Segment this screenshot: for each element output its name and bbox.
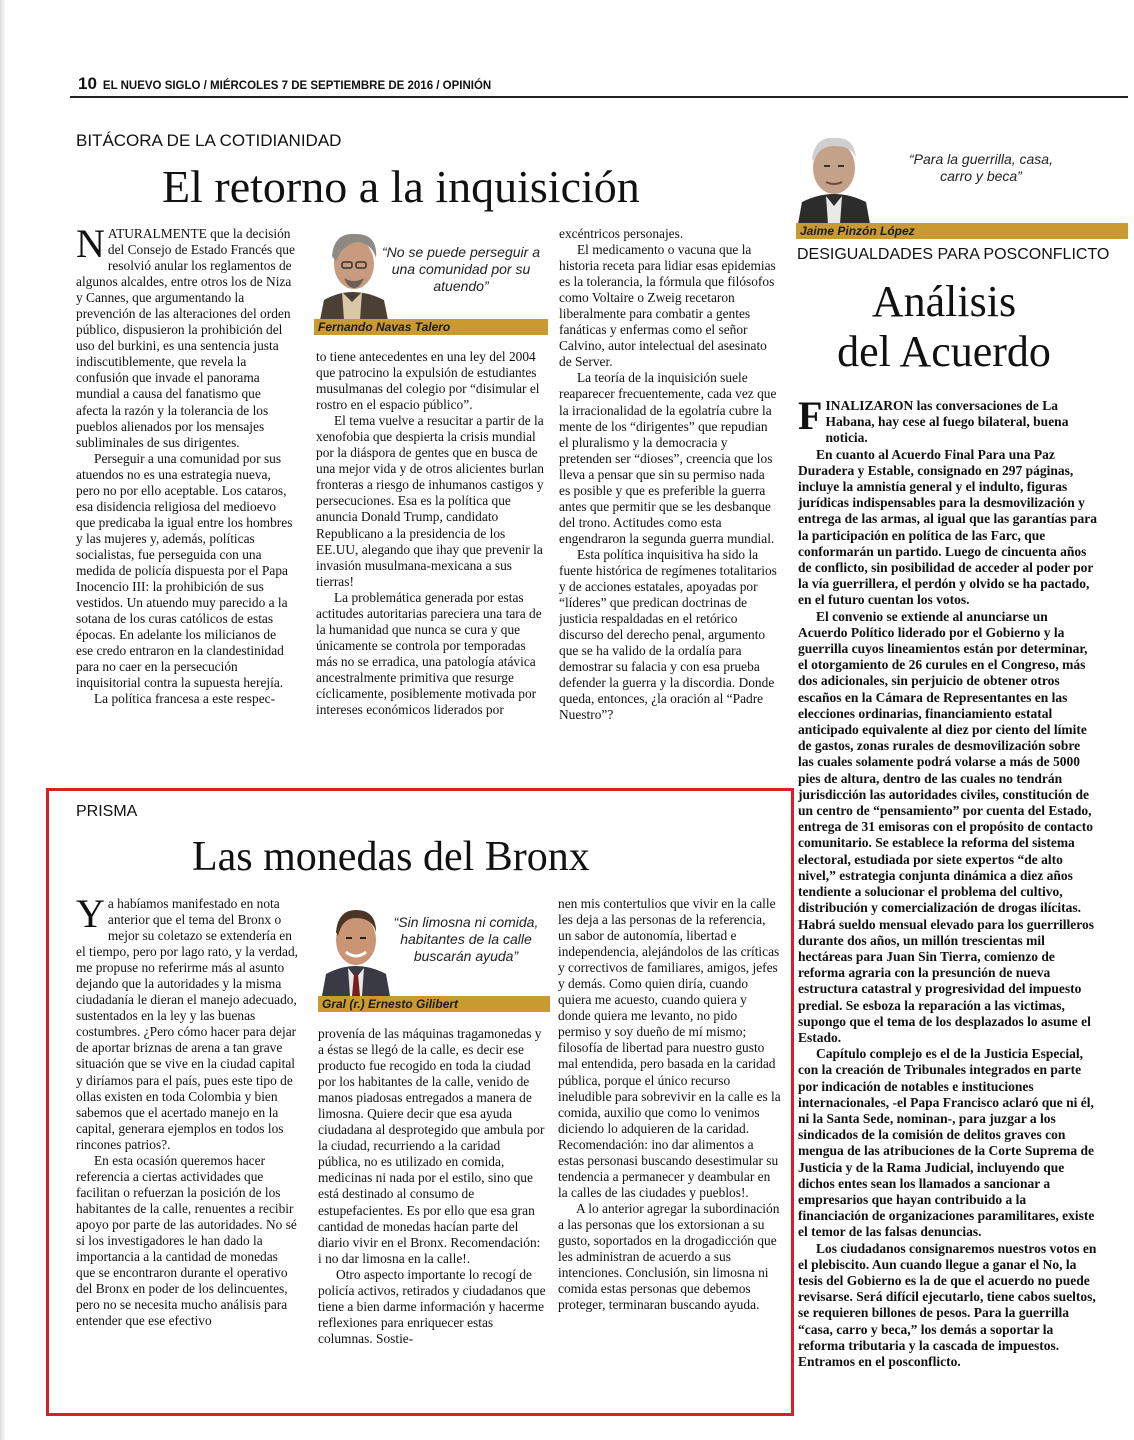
- article1-headline: El retorno a la inquisición: [162, 161, 640, 212]
- article2-headline-line2: del Acuerdo: [837, 327, 1051, 376]
- article1-column-2: [316, 349, 546, 785]
- article1-col3-p2: El medicamento o vacuna que la historia receta para lidiar esas epidemias es la tolerancia, la fórmula que filósofos como Voltaire o Zweig recetaron liberalmente para combatir a gentes fanáticas y enfermas como el señor Calvino, autor intelectual del asesinato de Server.: [559, 242, 776, 370]
- article1-author-bar: Fernando Navas Talero: [314, 319, 548, 335]
- article3-headline: Las monedas del Bronx: [192, 834, 590, 880]
- article1-col3-p4: Esta política inquisitiva ha sido la fuente histórica de regímenes totalitarios y de acciones estatales, apoyadas por “líderes” que predican doctrinas de justicia respaldadas en el retórico discurso del derecho penal, argumento que se ha valido de la ordalía para demostrar su falacia y con esa prueba defender la guerra y la discordia. Donde queda, entonces, ¿la oración al “Padre Nuestro”?: [559, 546, 777, 723]
- article2-p1: INALIZARON las conversaciones de La Habana, hay cese al fuego bilateral, buena noticia.: [825, 398, 1069, 446]
- portrait-photo: [796, 128, 872, 224]
- article3-author-bar: Gral (r.) Ernesto Gilibert: [318, 996, 550, 1012]
- article1-col2-p1: to tiene antecedentes en una ley del 2004 que patrocino la expulsión de estudiantes musulmanas del colegio por “disimular el rostro en el espacio público”.: [316, 349, 540, 413]
- masthead-rule: [70, 96, 1128, 98]
- article2-headline: [804, 277, 1084, 377]
- masthead: [78, 74, 491, 94]
- article3-col2-p1: provenía de las máquinas tragamonedas y a éstas se llegó de la calle, es decir ese producto fue recogido en toda la ciudad por los habitantes de la calle, venido de manos piadosas entregados a manera de limosna. Quiere decir que esa ayuda ciudadana al desprotegido que ambula por la ciudad, recurriendo a la caridad pública, no es utilizado en comida, medicinas ni nada por el estilo, sino que está destinado al consumo de estupefacientes. Es por ello que esa gran cantidad de monedas hacían parte del diario vivir en el Bronx. Recomendación: i no dar limosna en la calle!.: [318, 1026, 545, 1266]
- article1-col1-lead: ATURALMENTE que la decisión del Consejo de Estado Francés que resolvió anular los reglamentos de algunos alcaldes, entre otros los de Niza y Cannes, que argumentando la prevención de las alteraciones del orden público, dispusieron la prohibición del uso del burkini, es una sentencia justa indiscutiblemente, que revela la confusión que invade el panorama mundial a causa del fanatismo que afecta la razón y la tolerancia de los pueblos alienados por los mensajes subliminales de sus dirigentes.: [76, 226, 295, 450]
- article2-body: [798, 398, 1099, 1398]
- article1-dropcap: N: [76, 226, 105, 266]
- article2-p5: Los ciudadanos consignaremos nuestros votos en el plebiscito. Aun cuando llegue a ganar el No, la tesis del Gobierno es la de que el acuerdo no puede revisarse. Será difícil ejecutarlo, tiene cabos sueltos, se requieren billones de pesos. Para la guerrilla “casa, carro y beca,” los demás a soportar la reforma tributaria y la cascada de impuestos. Entramos en el posconflicto.: [798, 1240, 1097, 1369]
- article3-col2-p2: Otro aspecto importante lo recogí de policía activos, retirados y ciudadanos que tiene a bien darme información y hacerme reflexiones para enriquecer estas columnas. Sostie-: [318, 1266, 546, 1346]
- article1-column-1: [76, 226, 296, 788]
- article2-dropcap: F: [798, 398, 823, 438]
- article1-col2-p2: El tema vuelve a resucitar a partir de la xenofobia que despierta la crisis mundial por la diáspora de gentes que en busca de una mejor vida y de otros alicientes burlan fronteras a riesgo de inhumanos castigos y persecuciones. Esa es la política que anuncia Donald Trump, candidato Republicano a la presidencia de los EE.UU, alegando que ihay que prevenir la invasión musulmana-mexicana a sus tierras!: [316, 413, 544, 589]
- article1-column-3: [559, 226, 777, 788]
- article3-dropcap: Y: [76, 896, 105, 936]
- article1-col2-p3: La problemática generada por estas actitudes autoritarias pareciera una tara de la humanidad que nunca se cura y que únicamente se controla por temporadas más no se erradica, una patología atávica ancestralmente primitiva que resurge cíclicamente, posiblemente motivada por intereses económicos liderados por: [316, 589, 542, 718]
- article2-p2: En cuanto al Acuerdo Final Para una Paz Duradera y Estable, consignado en 297 páginas, incluye la amnistía general y el indulto, figuras jurídicas indispensables para la desmovilización y entrega de las armas, al igual que las garantías para la participación en política de las Farc, que conformarán un partido. Luego de cincuenta años de conflicto, sin posibilidad de acceder al poder por la vía guerrillera, el perdón y olvido se ha pactado, en el futuro cuentan los votos.: [798, 446, 1098, 608]
- article2-author-bar: Jaime Pinzón López: [796, 223, 1128, 239]
- article3-col1-lead: a habíamos manifestado en nota anterior que el tema del Bronx o mejor su coletazo se extendería en el tiempo, pero por lago rato, y la verdad, me propuse no referirme más al asunto dejando que la autoridades y la misma ciudadanía le dieran el manejo adecuado, sustentados en la ley y las buenas costumbres. ¿Pero cómo hacer para dejar de aportar briznas de arena a tan grave situación que se vive en la ciudad capital y diríamos para el país, pues este tipo de ollas existen en toda Colombia y bien sabemos que el acertado manejo en la capital, generara ejemplos en todos los rincones patrios?.: [76, 896, 298, 1152]
- article2-pull-quote: “Para la guerrilla, casa, carro y beca”: [909, 151, 1053, 184]
- article1-col3-p3: La teoría de la inquisición suele reaparecer frecuentemente, cada vez que la irracionalidad de la egolatría cubre la mente de los “dirigentes” que repudian el pluralismo y la democracia y pretenden ser “dioses”, creencia que los lleva a pensar que sin su permiso nada es posible y que es preferible la guerra antes que permitir que se les desbanque del trono. Actitudes como esta engendraron la segunda guerra mundial.: [559, 370, 777, 546]
- masthead-text: EL NUEVO SIGLO / MIÉRCOLES 7 DE SEPTIEMBRE DE 2016 / OPINIÓN: [102, 80, 492, 92]
- article3-column-3: [558, 896, 782, 1392]
- article1-col1-p2: Perseguir a una comunidad por sus atuendos no es una estrategia nueva, pero no por ello aceptable. Los cataros, esa disidencia religiosa del medioevo que predicaba la igual entre los hombres y las mujeres y, además, políticas socialistas, fue perseguida con una medida de policía dispuesta por el Papa Inocencio III: la prohibición de sus vestidos. Un atuendo muy parecido a la sotana de los curas católicos de estas épocas. En adelante los milicianos de ese credo entraron en la clandestinidad para no caer en la persecución inquisitorial contra la supuesta herejía.: [76, 450, 293, 691]
- page-number: 10: [78, 74, 97, 93]
- article2-p4: Capítulo complejo es el de la Justicia Especial, con la creación de Tribunales integrados en parte por indicación de notables e instituciones internacionales, -el Papa Francisco aclaró que ni él, ni la Santa Sede, nominan-, para juzgar a los sindicados de la comisión de delitos graves con mengua de las atribuciones de la Corte Suprema de Justicia y de la Rama Judicial, incluyendo que dichos entes sean los llamados a sancionar a empresarios que hayan contribuido a la financiación de organizaciones paramilitares, existe el temor de las falsas denuncias.: [798, 1046, 1095, 1240]
- article3-col1-p2: En esta ocasión queremos hacer referencia a ciertas actividades que facilitan o refuerzan la posición de los habitantes de la calle, renuentes a recibir apoyo por parte de las autoridades. No sé si los investigadores le han dado la importancia a la cantidad de monedas que se encontraron durante el operativo del Bronx en poder de los delincuentes, pero no se necesita mucho análisis para entender que ese efectivo: [76, 1152, 297, 1329]
- portrait-photo: [318, 898, 394, 996]
- article3-kicker: PRISMA: [76, 803, 138, 820]
- article1-pull-quote: “No se puede perseguir a una comunidad por su atuendo”: [382, 244, 540, 294]
- article3-column-2: [318, 1026, 546, 1392]
- article3-col3-p2: A lo anterior agregar la subordinación a las personas que los extorsionan a su gusto, soportados en la drogadicción que les administran de acuerdo a sus intenciones. Conclusión, sin limosna ni comida estas personas que debemos proteger, terminaran buscando ayuda.: [558, 1200, 780, 1313]
- author-portrait-pinzon: [796, 128, 872, 224]
- article1-col3-p1: excéntricos personajes.: [559, 226, 684, 241]
- article2-kicker: DESIGUALDADES PARA POSCONFLICTO: [797, 246, 1110, 263]
- article3-pull-quote: “Sin limosna ni comida, habitantes de la calle buscarán ayuda”: [393, 914, 539, 964]
- article3-col3-p1: nen mis contertulios que vivir en la calle les deja a las personas de la referencia, un sabor de autonomía, libertad e independencia, alejándolos de las críticas y correctivos de familiares, amigos, jefes y demás. Como quien diría, cuando quiera me acuesto, cuando quiera y donde quiera me levanto, no pido permiso y soy dueño de mí mismo; filosofía de libertad para nuestro gusto mal entendida, pero basada en la caridad pública, porque el único recurso ineludible para sobrevivir en la calle es la comida, auxilio que como lo venimos diciendo lo adquieren de la caridad. Recomendación: ino dar alimentos a estas personasi buscando desestimular su tendencia a permanecer y deambular en la calles de las ciudades y pueblos!.: [558, 896, 781, 1200]
- author-portrait-gilibert: [318, 898, 394, 996]
- article1-col1-p3: La política francesa a este respec-: [94, 691, 276, 707]
- article3-column-1: [76, 896, 298, 1392]
- article2-p3: El convenio se extiende al anunciarse un Acuerdo Político liderado por el Gobierno y la guerrilla cuyos lineamientos están por determinar, el otorgamiento de 26 curules en el Congreso, más dos adicionales, sin perjuicio de obtener otros escaños en la Cámara de Representantes en las elecciones ordinarias, financiamiento estatal anticipado equivalente al diez por ciento del límite de gastos, zonas rurales de desmovilización sobre las cuales solamente podrá volarse a más de 5000 pies de altura, dentro de las cuales no tendrán jurisdicción las autoridades civiles, constitución de un centro de “pensamiento” por cuenta del Estado, entrega de 31 emisoras con el propósito de contacto comunitario. Se establece la reforma del sistema electoral, estudiada por siete expertos “de alto nivel,” estrategia conjunta dinámica a diez años tendiente a solucionar el problema del cultivo, distribución y comercialización de drogas ilícitas. Habrá sueldo mensual elevado para los guerrilleros durante dos años, un millón trescientas mil hectáreas para Juan Sin Tierra, comienzo de reforma agraria con la presunción de nueva estructura catastral y progresividad del impuesto predial. Se esboza la reparación a las victimas, supongo que el tema de los desplazados lo asume el Estado.: [798, 608, 1094, 1045]
- article2-headline-line1: Análisis: [871, 277, 1017, 326]
- article1-kicker: BITÁCORA DE LA COTIDIANIDAD: [76, 131, 342, 150]
- page-scan-edge: [0, 0, 6, 1440]
